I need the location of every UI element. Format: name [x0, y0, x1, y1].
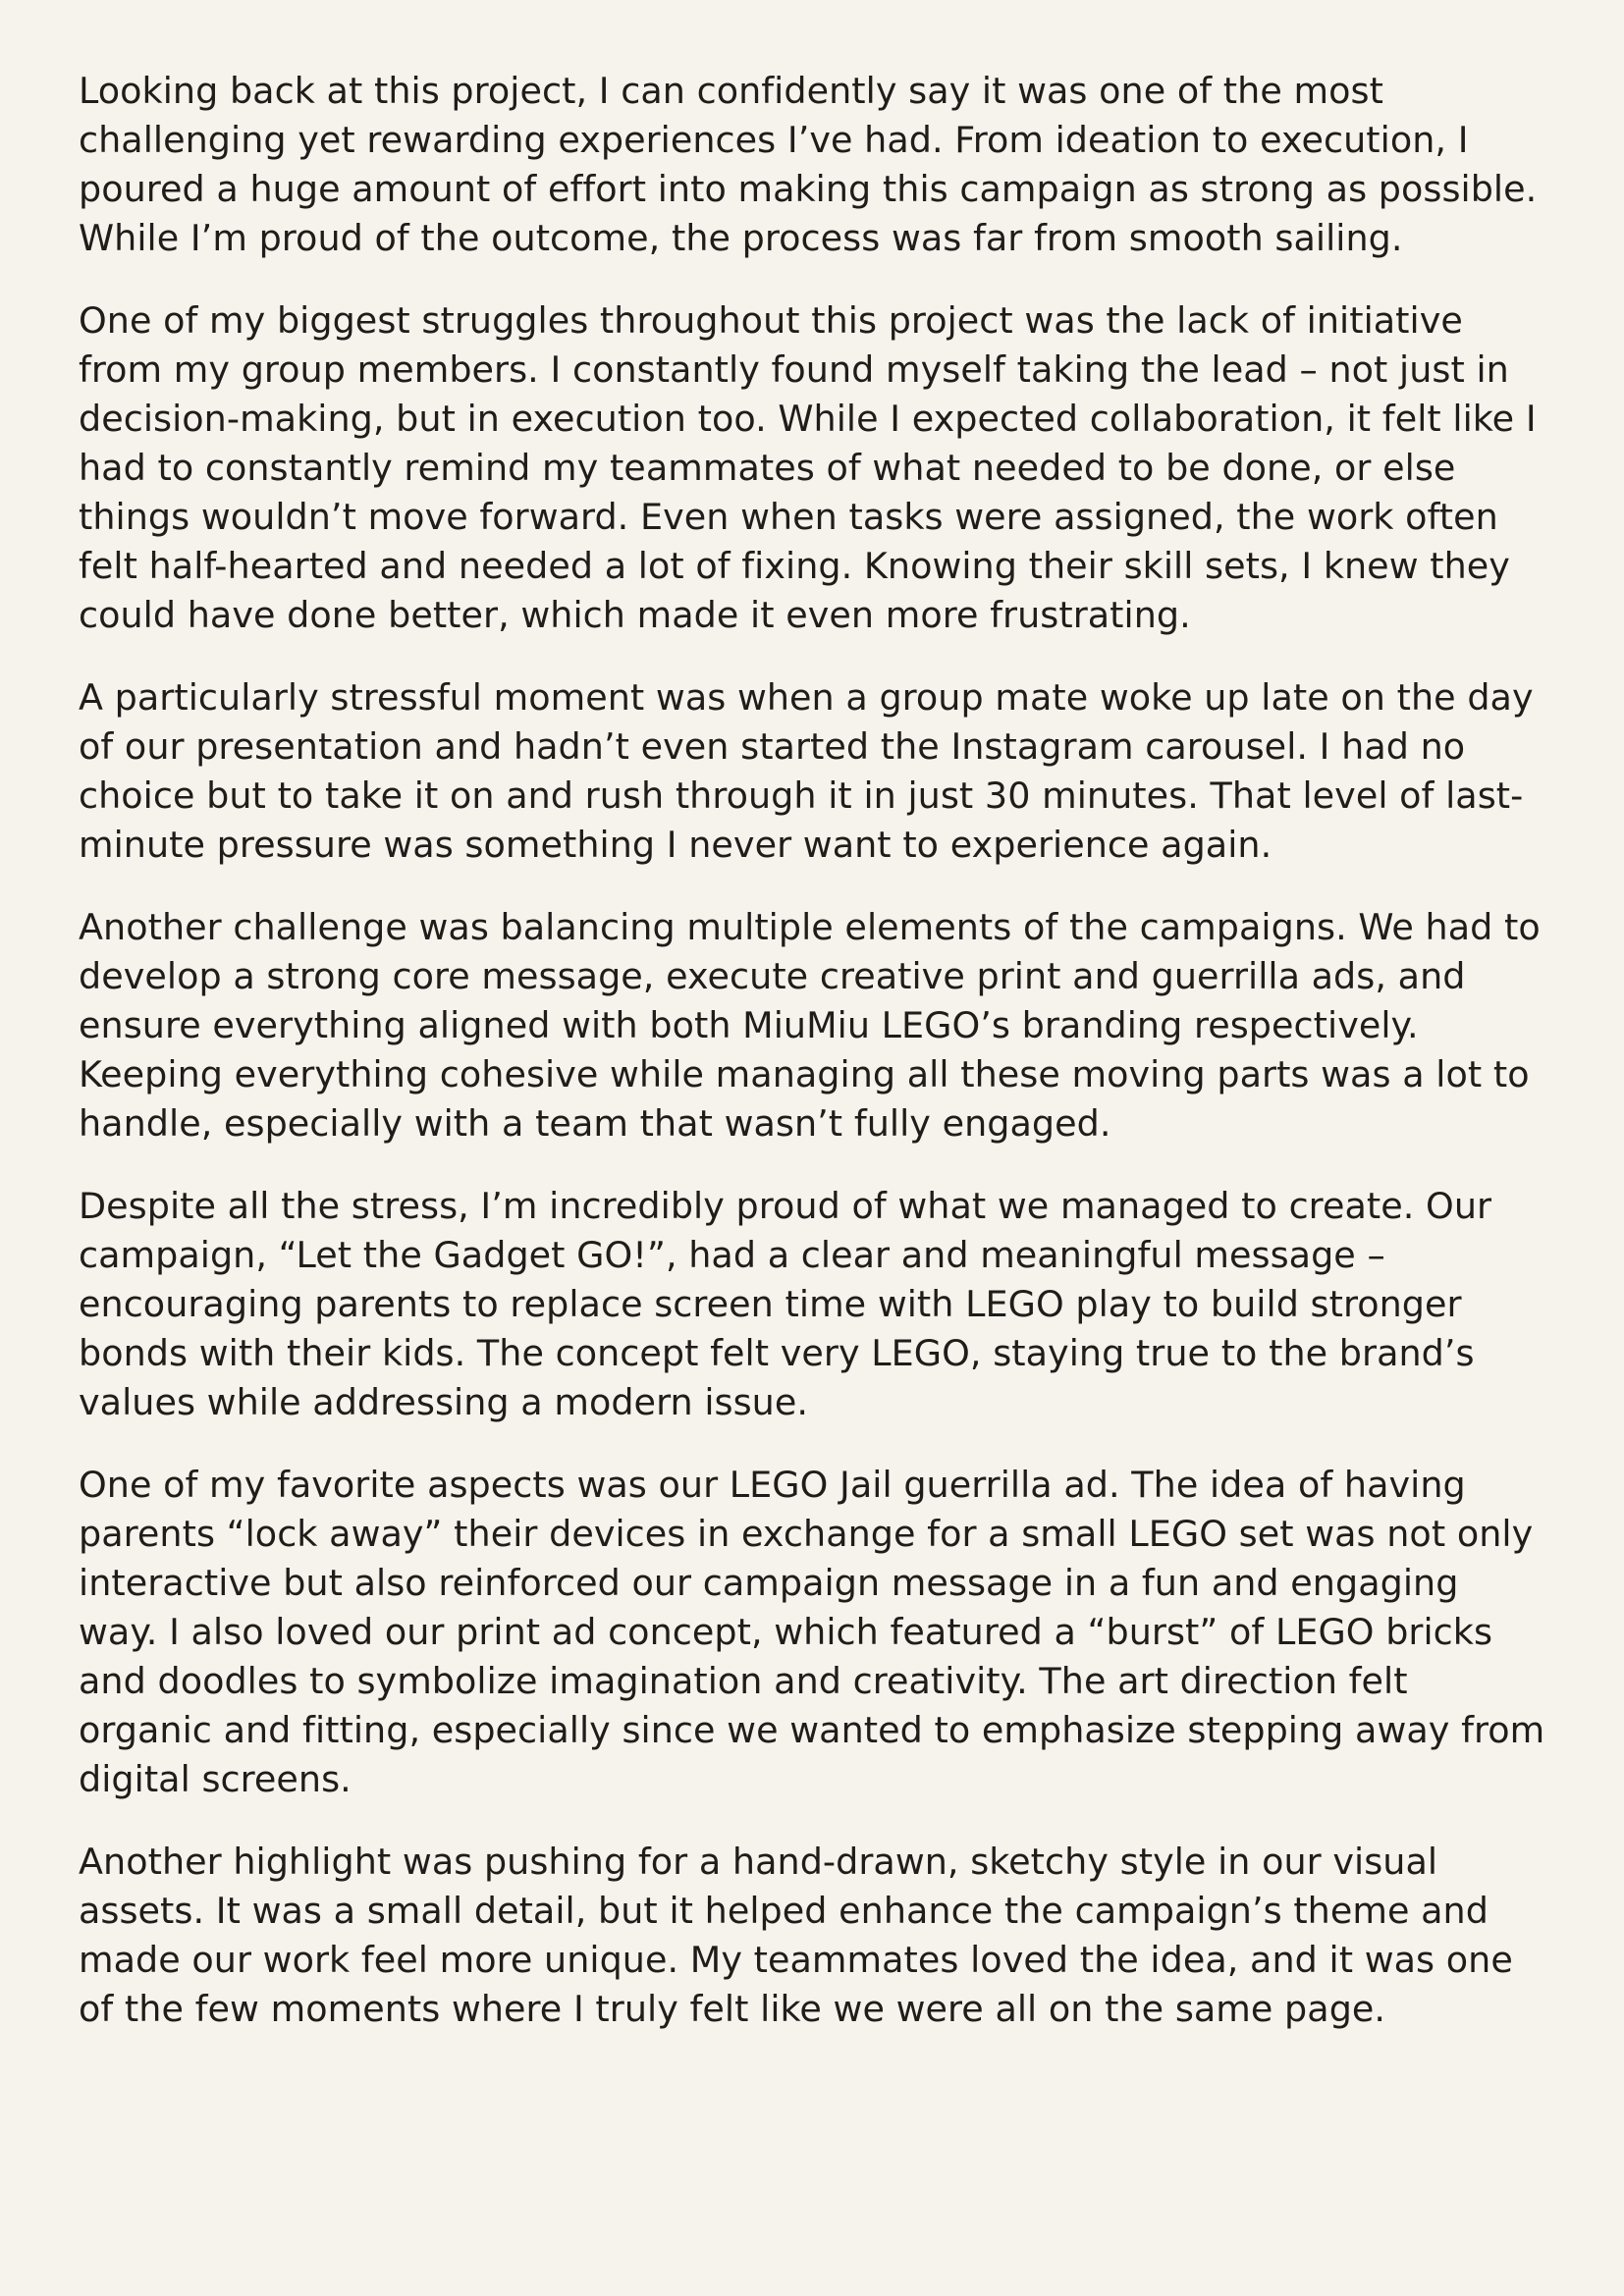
paragraph-2: One of my biggest struggles throughout this project was the lack of initiative from my group members. I constantly found myself taking the lead – not just in decision-making, but in execution too. While I expected collaboration, it felt like I had to constantly remind my teammates of what needed to be done, or else things wouldn’t move forward. Even when tasks were assigned, the work often felt half-hearted and needed a lot of fixing. Knowing their skill sets, I knew they could have done better, which made it even more frustrating.: [79, 299, 1537, 636]
paragraph-6: One of my favorite aspects was our LEGO Jail guerrilla ad. The idea of having parents “lock away” their devices in exchange for a small LEGO set was not only interactive but also reinforced our campaign message in a fun and engaging way. I also loved our print ad concept, which featured a “burst” of LEGO bricks and doodles to symbolize imagination and creativity. The art direction felt organic and fitting, especially since we wanted to emphasize stepping away from digital screens.: [79, 1464, 1545, 1800]
paragraph-4: Another challenge was balancing multiple elements of the campaigns. We had to develop a strong core message, execute creative print and guerrilla ads, and ensure everything aligned with both MiuMiu LEGO’s branding respectively. Keeping everything cohesive while managing all these moving parts was a lot to handle, especially with a team that wasn’t fully engaged.: [79, 906, 1541, 1145]
paragraph-1: Looking back at this project, I can confidently say it was one of the most challenging yet rewarding experiences I’ve had. From ideation to execution, I poured a huge amount of effort into making this campaign as strong as possible. While I’m proud of the outcome, the process was far from smooth sailing.: [79, 70, 1538, 259]
reflection-text: [79, 67, 1545, 2034]
paragraph-3: A particularly stressful moment was when a group mate woke up late on the day of our presentation and hadn’t even started the Instagram carousel. I had no choice but to take it on and rush through it in just 30 minutes. That level of last-minute pressure was something I never want to experience again.: [79, 676, 1534, 866]
paragraph-7: Another highlight was pushing for a hand-drawn, sketchy style in our visual assets. It was a small detail, but it helped enhance the campaign’s theme and made our work feel more unique. My teammates loved the idea, and it was one of the few moments where I truly felt like we were all on the same page.: [79, 1841, 1513, 2030]
paragraph-5: Despite all the stress, I’m incredibly proud of what we managed to create. Our campaign, “Let the Gadget GO!”, had a clear and meaningful message – encouraging parents to replace screen time with LEGO play to build stronger bonds with their kids. The concept felt very LEGO, staying true to the brand’s values while addressing a modern issue.: [79, 1185, 1492, 1423]
